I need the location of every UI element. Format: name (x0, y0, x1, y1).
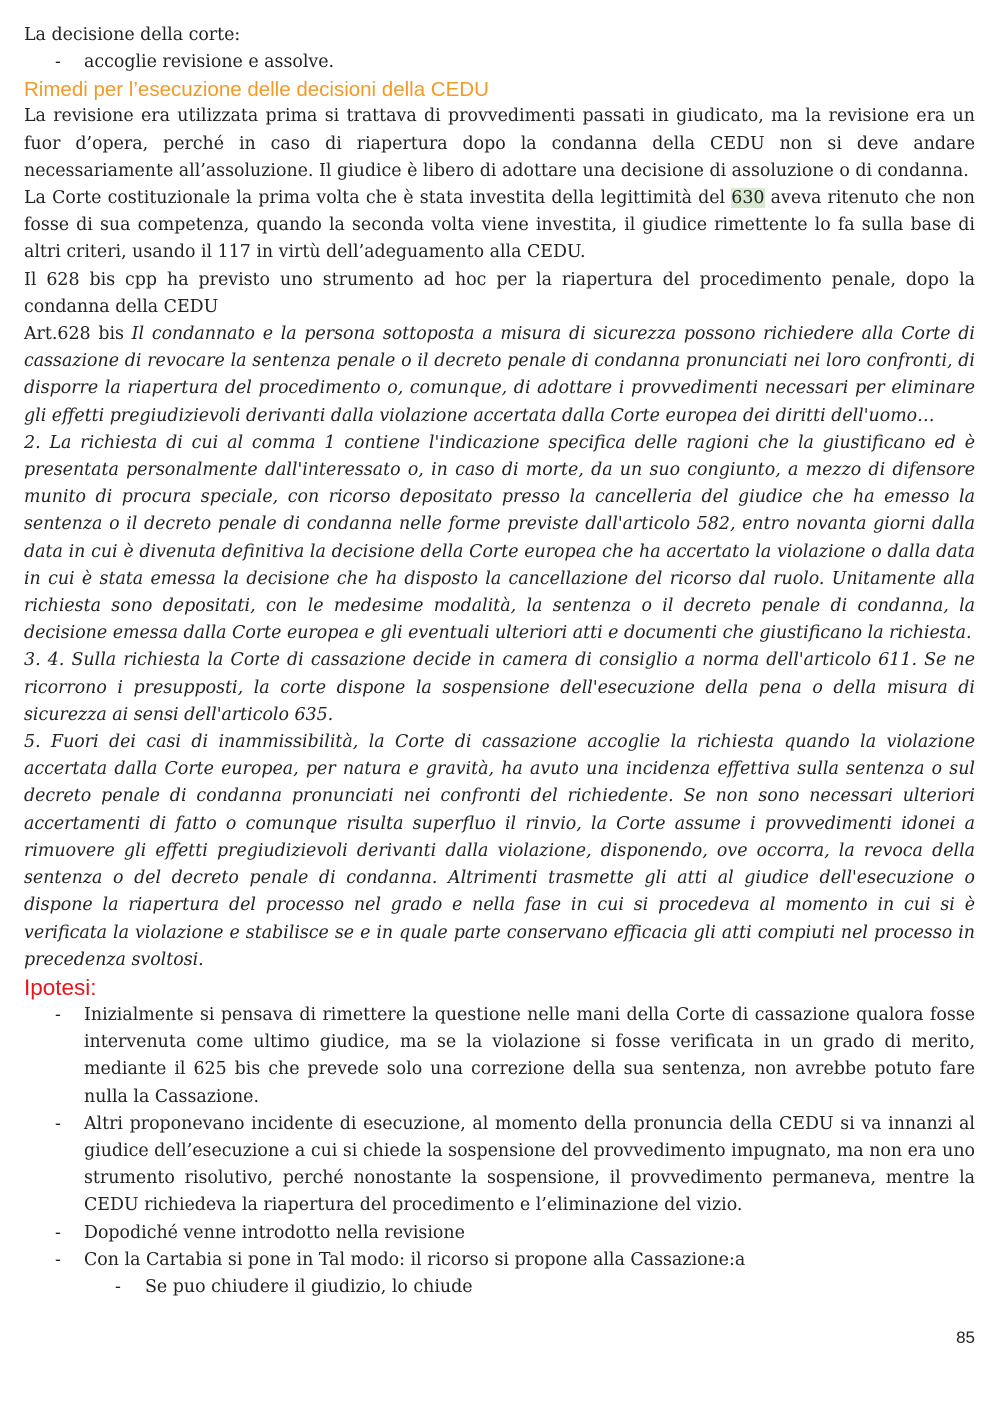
paragraph-628-bis: Il 628 bis cpp ha previsto uno strumento ad hoc per la riapertura del procedimento penale, dopo la condanna della CEDU (24, 269, 975, 317)
article-comma-5: 5. Fuori dei casi di inammissibilità, la Corte di cassazione accoglie la richiesta quando la violazione accertata dalla Corte europea, per natura e gravità, ha avuto una incidenza effettiva sulla sentenza o sul decreto penale di condanna pronunciati nei confronti del richiedente. Se non sono necessari ulteriori accertamenti di fatto o comunque risulta superfluo il rinvio, la Corte assume i provvedimenti idonei a rimuovere gli effetti pregiudizievoli derivanti dalla violazione, disponendo, ove occorra, la revoca della sentenza o del decreto penale di condanna. Altrimenti trasmette gli atti al giudice dell'esecuzione o dispone la riapertura del processo nel grado e nella fase in cui si procedeva al momento in cui si è verificata la violazione e stabilisce se e in quale parte conservano efficacia gli atti compiuti nel processo in precedenza svoltosi. (24, 732, 975, 970)
list-item (24, 1002, 975, 1111)
article-628-bis-quote (24, 321, 975, 430)
dash-bullet-icon: - (115, 1276, 121, 1297)
list-item-text: Inizialmente si pensava di rimettere la questione nelle mani della Corte di cassazione qualora fosse intervenuta come ultimo giudice, ma se la violazione si fosse verificata in un grado di merito, mediante il 625 bis che prevede solo una correzione della sua sentenza, non avrebbe potuto fare nulla la Cassazione. (84, 1004, 975, 1107)
dash-bullet-icon: - (55, 1113, 61, 1134)
list-item (24, 1111, 975, 1220)
article-label: Art.628 bis (24, 324, 132, 345)
list-item-text: Dopodiché venne introdotto nella revisione (84, 1222, 465, 1243)
article-comma-2: 2. La richiesta di cui al comma 1 contiene l'indicazione specifica delle ragioni che la giustificano ed è presentata personalmente dall'interessato o, in caso di morte, da un suo congiunto, a mezzo di difensore munito di procura speciale, con ricorso depositato presso la cancelleria del giudice che ha emesso la sentenza o il decreto penale di condanna nelle forme previste dall'articolo 582, entro novanta giorni dalla data in cui è divenuta definitiva la decisione della Corte europea che ha accertato la violazione o dalla data in cui è stata emessa la decisione che ha disposto la cancellazione del ricorso dal ruolo. Unitamente alla richiesta sono depositati, con le medesime modalità, la sentenza o il decreto penale di condanna, la decisione emessa dalla Corte europea e gli eventuali ulteriori atti e documenti che giustificano la richiesta. (24, 432, 975, 644)
list-item-text: Se puo chiudere il giudizio, lo chiude (145, 1276, 473, 1297)
dash-bullet-icon: - (55, 52, 61, 73)
document-page (24, 22, 975, 1301)
ipotesi-bullet-list (24, 1002, 975, 1301)
highlighted-article-number: 630 (731, 188, 765, 209)
intro-line: La decisione della corte: (24, 25, 241, 45)
intro-bullet-list (24, 49, 975, 76)
paragraph-corte-costituzionale (24, 185, 975, 267)
list-item-text: accoglie revisione e assolve. (84, 52, 335, 73)
list-item (24, 49, 975, 76)
list-item (24, 1247, 975, 1274)
list-item (24, 1220, 975, 1247)
dash-bullet-icon: - (55, 1222, 61, 1243)
dash-bullet-icon: - (55, 1004, 61, 1025)
article-comma-3-4: 3. 4. Sulla richiesta la Corte di cassazione decide in camera di consiglio a norma dell'articolo 611. Se ne ricorrono i presupposti, la corte dispone la sospensione dell'esecuzione della pena o della misura di sicurezza ai sensi dell'articolo 635. (24, 650, 975, 725)
section-heading-rimedi: Rimedi per l’esecuzione delle decisioni della CEDU (24, 78, 489, 102)
page-number: 85 (956, 1328, 975, 1347)
sub-list-item (24, 1274, 975, 1301)
paragraph-text: aveva ritenuto che non fosse di sua competenza, quando la seconda volta viene investita, il giudice rimettente lo fa sulla base di altri criteri, usando il 117 in virtù dell’adeguamento alla CEDU. (24, 188, 975, 263)
list-item-text: Con la Cartabia si pone in Tal modo: il ricorso si propone alla Cassazione:a (84, 1249, 746, 1270)
list-item-text: Altri proponevano incidente di esecuzione, al momento della pronuncia della CEDU si va innanzi al giudice dell’esecuzione a cui si chiede la sospensione del provvedimento impugnato, ma non era uno strumento risolutivo, perché nonostante la sospensione, il provvedimento permaneva, mentre la CEDU richiedeva la riapertura del procedimento e l’eliminazione del vizio. (84, 1113, 975, 1216)
dash-bullet-icon: - (55, 1249, 61, 1270)
section-heading-ipotesi: Ipotesi: (24, 974, 97, 1000)
article-text: Il condannato e la persona sottoposta a misura di sicurezza possono richiedere alla Corte di cassazione di revocare la sentenza penale o il decreto penale di condanna pronunciati nei loro confronti, di disporre la riapertura del procedimento o, comunque, di adottare i provvedimenti necessari per eliminare gli effetti pregiudizievoli derivanti dalla violazione accertata dalla Corte europea dei diritti dell'uomo… (24, 324, 975, 426)
paragraph-revisione: La revisione era utilizzata prima si trattava di provvedimenti passati in giudicato, ma la revisione era un fuor d’opera, perché in caso di riapertura dopo la condanna della CEDU non si deve andare necessariamente all’assoluzione. Il giudice è libero di adottare una decisione di assoluzione o di condanna. (24, 106, 975, 181)
paragraph-text: La Corte costituzionale la prima volta che è stata investita della legittimità del (24, 188, 732, 209)
